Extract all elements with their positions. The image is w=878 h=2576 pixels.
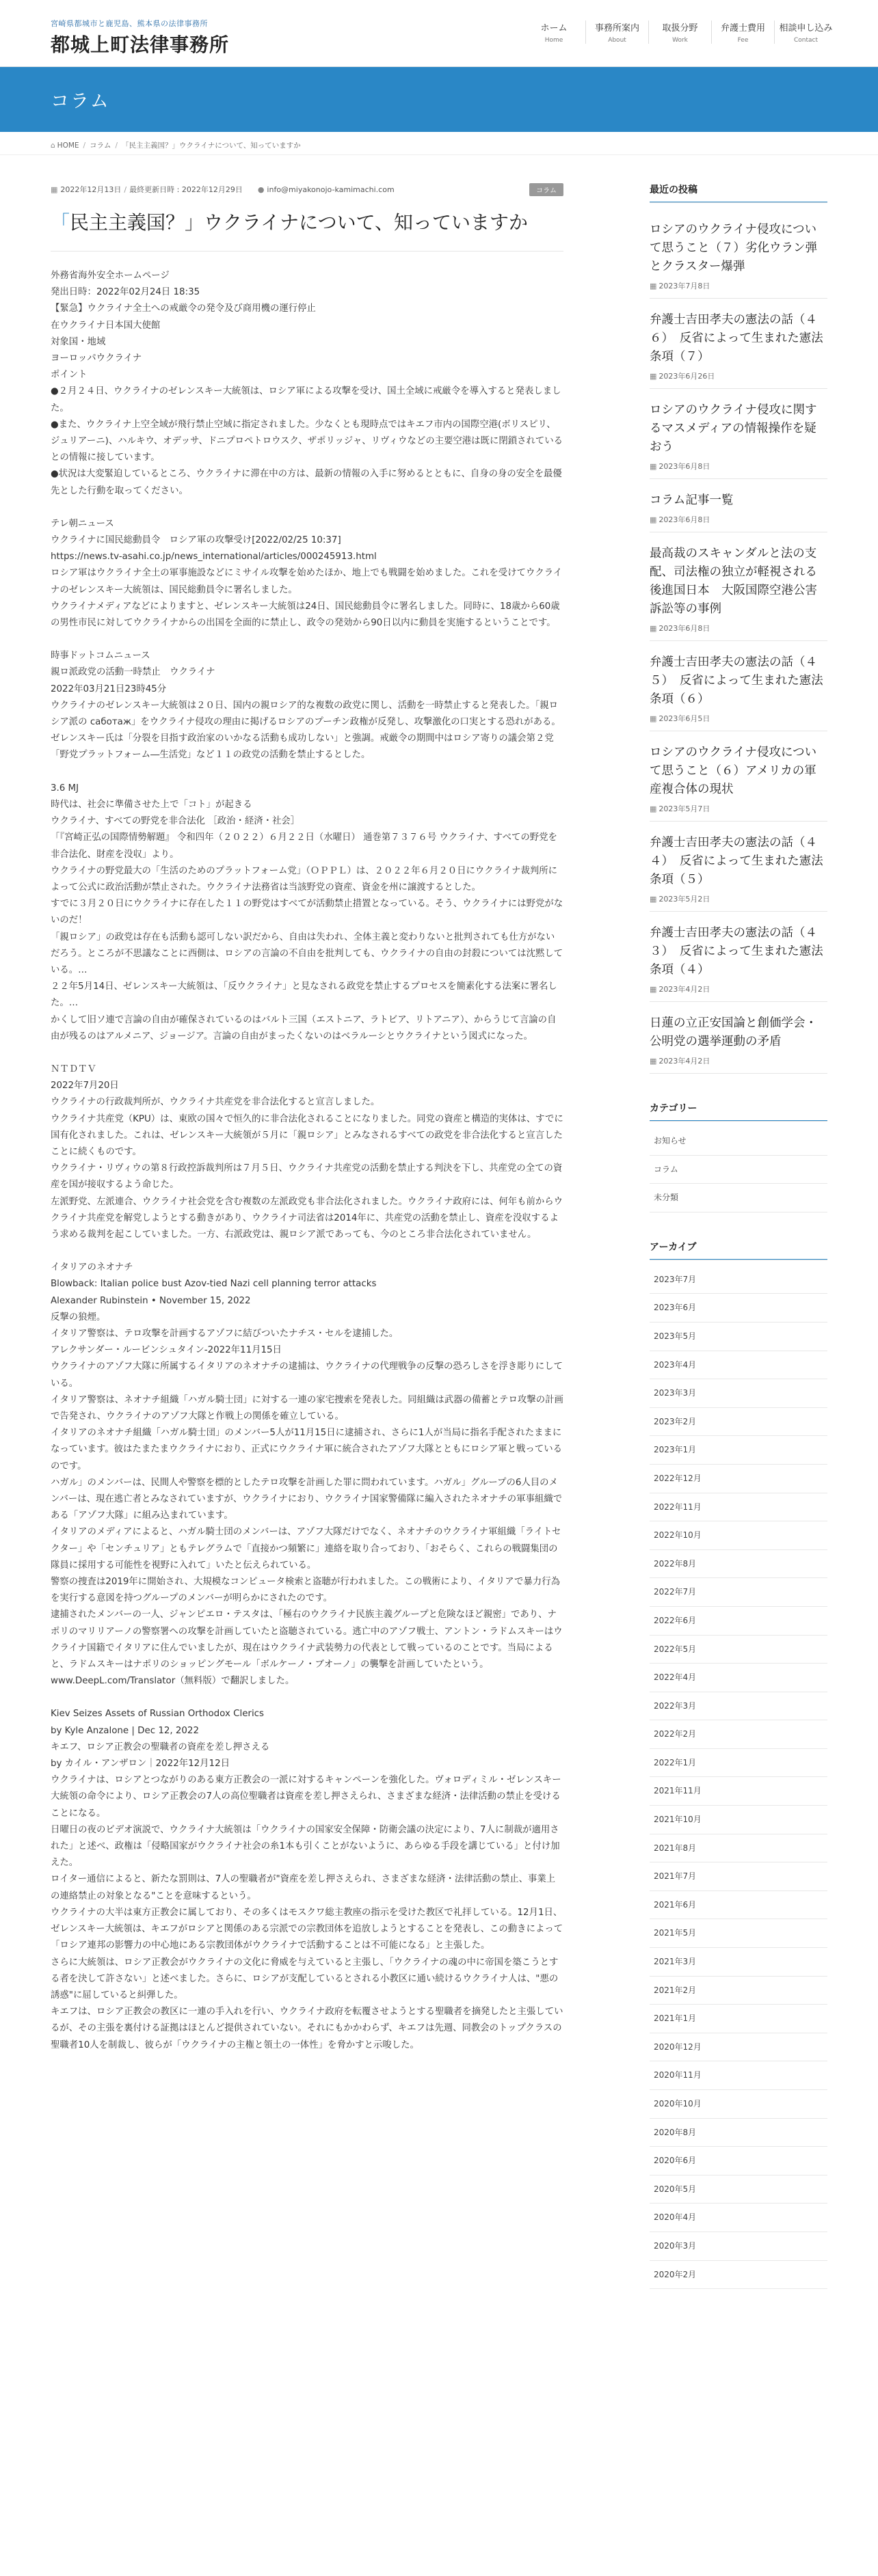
recent-post-title[interactable]: 弁護士吉田孝夫の憲法の話（４５） 反省によって生まれた憲法条項（６）: [650, 655, 823, 706]
category-item[interactable]: お知らせ: [650, 1127, 827, 1156]
content-paragraph: 時代は、社会に準備させた上で「コト」が起きる: [51, 799, 252, 810]
breadcrumb-item[interactable]: HOME: [57, 141, 79, 150]
nav-item-work[interactable]: [648, 21, 711, 44]
archive-item[interactable]: 2021年11月: [650, 1777, 827, 1806]
recent-post-date: 2023年4月2日: [658, 1057, 710, 1066]
calendar-icon: ▦: [650, 624, 657, 633]
nav-item-sublabel: Contact: [793, 37, 818, 44]
content-paragraph: かくして旧ソ連で言論の自由が確保されているのはバルト三国（エストニア、ラトビア、リトアニア）、からうじて言論の自由が残るのはアルメニア、ジョージア。言論の自由がまったくないのはベラルーシとウクライナという図式になった。: [51, 1014, 557, 1042]
content-block: [51, 268, 563, 500]
archive-item[interactable]: 2023年1月: [650, 1436, 827, 1465]
site-name[interactable]: 都城上町法律事務所: [51, 33, 230, 56]
author-name[interactable]: info@miyakonojo-kamimachi.com: [267, 185, 395, 194]
content-paragraph: アレクサンダー・ルービンシュタイン-2022年11月15日: [51, 1345, 282, 1356]
content-paragraph: 逮捕されたメンバーの一人、ジャンピエロ・テスタは、「極右のウクライナ民族主義グループと危険なほど親密」であり、ナポリのマリリアーノの警察署への攻撃を計画していたと盗聴されている。逃亡中のアゾフ戦士、アントン・ラドムスキーはウクライナ国籍でイタリアに住んでいましたが、現在はウクライナ武装勢力の代表として戦っているのことです。当局によると、ラドムスキーはナポリのショッピングモール「ボルケーノ・ブオーノ」の襲撃を計画していたという。: [51, 1610, 563, 1670]
recent-post-date: 2023年6月8日: [658, 515, 710, 524]
content-paragraph: ２２年5月14日、ゼレンスキー大統領は、「反ウクライナ」と見なされる政党を禁止するプロセスを簡素化する法案に署名した。…: [51, 981, 557, 1009]
breadcrumb-separator: /: [83, 141, 86, 150]
content-paragraph: ポイント: [51, 370, 88, 381]
archive-item[interactable]: 2022年7月: [650, 1578, 827, 1607]
archive-item[interactable]: 2022年5月: [650, 1636, 827, 1664]
archive-item[interactable]: 2021年5月: [650, 1919, 827, 1948]
archive-widget: [650, 1240, 827, 2289]
archive-item[interactable]: 2020年4月: [650, 2204, 827, 2232]
archive-item[interactable]: 2023年7月: [650, 1266, 827, 1294]
content-paragraph: ヨーロッパウクライナ: [51, 353, 142, 364]
nav-item-about[interactable]: [585, 21, 648, 44]
archive-item[interactable]: 2022年10月: [650, 1521, 827, 1550]
content-paragraph: キエフ、ロシア正教会の聖職者の資産を差し押さえる: [51, 1741, 270, 1752]
archive-item[interactable]: 2020年2月: [650, 2261, 827, 2290]
content-paragraph: ウクライナは、ロシアとつながりのある東方正教会の一派に対するキャンペーンを強化した。ヴォロディミル・ゼレンスキー大統領の命令により、ロシア正教会の7人の高位聖職者は資産を差し押さえられ、さまざまな経済・法律活動の禁止を受けることになる。: [51, 1775, 561, 1819]
recent-post-item: [650, 912, 827, 1002]
entry-title-text: 民主主義国？」ウクライナについて、知っていますか: [70, 211, 529, 234]
updated-date: 最終更新日時 : 2022年12月29日: [129, 185, 243, 194]
recent-post-date-row: [650, 370, 827, 381]
entry-title: [51, 207, 563, 252]
archive-item[interactable]: 2021年7月: [650, 1862, 827, 1891]
content-paragraph: キエフは、ロシア正教会の教区に一連の手入れを行い、ウクライナ政府を転覆させようとする聖職者を摘発したと主張しているが、その主張を裏付ける証拠はほとんど提供されていない。それにもかかわらず、キエフは先週、同教会のトップクラスの聖職者10人を制裁し、彼らが「ウクライナの主権と領土の一体性」を脅かすと示唆した。: [51, 2007, 563, 2050]
content-paragraph: ウクライナの野党最大の「生活のためのプラットフォーム党」（ＯＰＰＬ）は、２０２２年６月２０日にウクライナ裁判所によって公式に政治活動が禁止された。ウクライナ法務省は当該野党の資産、資金を州に譲渡するとした。: [51, 865, 558, 893]
entry-content: [51, 268, 563, 2054]
breadcrumb-item[interactable]: コラム: [90, 141, 111, 150]
content-block: [51, 648, 563, 763]
recent-post-title[interactable]: 弁護士吉田孝夫の憲法の話（４３） 反省によって生まれた憲法条項（４）: [650, 926, 823, 977]
content-paragraph: ゼレンスキー氏は「分裂を目指す政治家のいかなる活動も成功しない」と強調。戒厳令の期間中はロシア寄りの議会第２党「野党プラットフォーム―生活党」など１１の政党の活動を禁止するとした。: [51, 733, 554, 761]
recent-post-date-row: [650, 893, 827, 904]
nav-item-label: 弁護士費用: [720, 23, 765, 33]
archive-item[interactable]: 2023年2月: [650, 1408, 827, 1437]
content-paragraph: 日曜日の夜のビデオ演説で、ウクライナ大統領は「ウクライナの国家安全保障・防衛会議の決定により、7人に制裁が適用された」と述べ、政権は「侵略国家がウクライナ社会の糸1本も引くことがないように、あらゆる手段を講じている」と付け加えた。: [51, 1824, 560, 1869]
content-paragraph: ウクライナ・リヴィウの第８行政控訴裁判所は７月５日、ウクライナ共産党の活動を禁止する判決を下し、共産党の全ての資産を国が接収するよう命じた。: [51, 1163, 563, 1191]
recent-post-date: 2023年6月26日: [658, 372, 715, 381]
main-content: [51, 182, 563, 2070]
content-block: [51, 516, 563, 632]
content-paragraph: 対象国・地域: [51, 336, 106, 347]
archive-item[interactable]: 2022年12月: [650, 1465, 827, 1493]
site-header: [0, 0, 878, 67]
recent-posts-widget: [650, 182, 827, 1074]
archive-item[interactable]: 2020年11月: [650, 2061, 827, 2090]
recent-post-item: [650, 1002, 827, 1074]
content-paragraph: ＮＴＤＴＶ: [51, 1063, 96, 1074]
recent-post-title[interactable]: コラム記事一覧: [650, 493, 734, 507]
content-paragraph: 警察の捜査は2019年に開始され、大規模なコンピュータ検索と盗聴が行われました。この戦術により、イタリアで暴力行為を実行する意図を持つグループのメンバーが明らかにされたのです。: [51, 1577, 560, 1604]
site-tagline: 宮崎県都城市と鹿児島、熊本県の法律事務所: [51, 19, 208, 28]
recent-post-title[interactable]: ロシアのウクライナ侵攻に関するマスメディアの情報操作を疑おう: [650, 403, 817, 454]
archive-item[interactable]: 2020年6月: [650, 2147, 827, 2175]
page-header: [0, 67, 878, 132]
calendar-icon: ▦: [650, 282, 657, 290]
content-paragraph: 【緊急】ウクライナ全土への戒厳令の発令及び商用機の運行停止: [51, 303, 316, 314]
calendar-icon: ▦: [650, 515, 657, 524]
nav-item-label: 事務所案内: [594, 23, 639, 33]
archive-item[interactable]: 2021年3月: [650, 1948, 827, 1977]
recent-post-title[interactable]: 最高裁のスキャンダルと法の支配、司法権の独立が軽視される後進国日本 大阪国際空港公害訴訟等の事例: [650, 547, 817, 616]
calendar-icon: ▦: [650, 895, 657, 904]
recent-post-date: 2023年4月2日: [658, 985, 710, 994]
sidebar: [650, 182, 827, 2316]
global-nav: [522, 21, 837, 44]
content-block: [51, 1061, 563, 1243]
recent-post-date-row: [650, 514, 827, 525]
recent-posts-heading: 最近の投稿: [650, 182, 827, 203]
recent-post-date-row: [650, 1055, 827, 1066]
content-paragraph: Kiev Seizes Assets of Russian Orthodox Clerics: [51, 1709, 264, 1720]
calendar-icon: ▦: [650, 804, 657, 813]
content-paragraph: by カイル・アンザロン｜2022年12月12日: [51, 1759, 230, 1770]
content-paragraph: さらに大統領は、ロシア正教会がウクライナの文化に脅威を与えていると主張し、「ウクライナの魂の中に帝国を築こうとする者を決して許さない」と述べました。さらに、ロシアが支配しているとされる小教区に通い続けるウクライナ人は、"悪の誘惑"に屈していると糾弾した。: [51, 1957, 559, 2001]
content-paragraph: 在ウクライナ日本国大使館: [51, 320, 161, 331]
recent-post-date: 2023年5月7日: [658, 804, 710, 813]
content-paragraph: Alexander Rubinstein • November 15, 2022: [51, 1295, 251, 1306]
content-paragraph: by Kyle Anzalone | Dec 12, 2022: [51, 1725, 199, 1736]
calendar-icon: ▦: [650, 714, 657, 723]
recent-post-date: 2023年6月8日: [658, 624, 710, 633]
recent-post-date: 2023年7月8日: [658, 282, 710, 290]
archive-item[interactable]: 2021年2月: [650, 1977, 827, 2005]
archive-item[interactable]: 2020年5月: [650, 2175, 827, 2204]
recent-post-item: [650, 731, 827, 822]
nav-item-label: 取扱分野: [662, 23, 698, 33]
archive-item[interactable]: 2023年6月: [650, 1294, 827, 1323]
archive-item[interactable]: 2023年4月: [650, 1351, 827, 1380]
recent-post-date: 2023年5月2日: [658, 895, 710, 904]
archive-item[interactable]: 2022年8月: [650, 1550, 827, 1579]
content-block: [51, 1260, 563, 1690]
nav-item-sublabel: About: [608, 37, 626, 44]
content-paragraph: イタリア警察は、テロ攻撃を計画するアゾフに結びついたナチス・セルを逮捕した。: [51, 1328, 399, 1339]
entry-title-accent: 「: [51, 211, 70, 234]
breadcrumb: [0, 132, 878, 155]
content-paragraph: 2022年03月21日23時45分: [51, 683, 167, 694]
breadcrumb-item: 「民主主義国？」ウクライナについて、知っていますか: [122, 141, 301, 150]
archive-item[interactable]: 2020年10月: [650, 2090, 827, 2119]
recent-post-item: [650, 299, 827, 389]
breadcrumb-separator: /: [115, 141, 118, 150]
archive-item[interactable]: 2020年3月: [650, 2232, 827, 2261]
archive-item[interactable]: 2022年6月: [650, 1607, 827, 1636]
calendar-icon: ▦: [650, 985, 657, 994]
archive-item[interactable]: 2023年5月: [650, 1323, 827, 1351]
archive-item[interactable]: 2021年10月: [650, 1806, 827, 1834]
recent-post-item: [650, 208, 827, 299]
content-paragraph: ハガル」のメンバーは、民間人や警察を標的としたテロ攻撃を計画した罪に問われています。ハガル」グループの6人目のメンバーは、現在逃亡者とみなされていますが、ウクライナにおり、ウクライナ国家警備隊に編入されたネオナチの軍事組織である「アゾフ大隊」に組み込まれています。: [51, 1477, 563, 1521]
archive-heading: アーカイブ: [650, 1240, 827, 1260]
recent-post-date-row: [650, 623, 827, 634]
recent-post-title[interactable]: 弁護士吉田孝夫の憲法の話（４６） 反省によって生まれた憲法条項（７）: [650, 313, 823, 364]
content-paragraph: ●２月２４日、ウクライナのゼレンスキー大統領は、ロシア軍による攻撃を受け、国土全域に戒厳令を導入すると発表しました。: [51, 386, 561, 413]
content-paragraph: イタリアのメディアによると、ハガル騎士団のメンバーは、アゾフ大隊だけでなく、ネオナチのウクライナ軍組織「ライトセクター」や「センチュリア」ともテレグラムで「直接かつ頻繁に」連絡を取り合っており、「おそらく、これらの戦闘集団の隊員に採用する可能性を視野に入れて」いたと伝えられている。: [51, 1527, 561, 1571]
entry-meta: ▦ 2022年12月13日 / 最終更新日時 : 2022年12月29日 ● info@miyakonojo-kamimachi.com コラム: [51, 182, 563, 196]
archive-item[interactable]: 2022年1月: [650, 1749, 827, 1778]
archive-item[interactable]: 2022年4月: [650, 1664, 827, 1692]
calendar-icon: ▦: [650, 462, 657, 471]
archive-list: [650, 1266, 827, 2289]
content-paragraph: 外務省海外安全ホームページ: [51, 271, 170, 281]
recent-post-title[interactable]: ロシアのウクライナ侵攻について思うこと（６）アメリカの軍産複合体の現状: [650, 746, 817, 796]
recent-post-date: 2023年6月5日: [658, 714, 710, 723]
content-block: [51, 781, 563, 1045]
category-badge[interactable]: コラム: [529, 183, 563, 196]
archive-item[interactable]: 2020年8月: [650, 2119, 827, 2147]
content-paragraph: 親ロ派政党の活動一時禁止 ウクライナ: [51, 667, 215, 678]
content-paragraph: ロイター通信によると、新たな罰則は、7人の聖職者が"資産を差し押さえられ、さまざまな経済・法律活動の禁止、事業上の連絡禁止の対象となる"ことを意味するという。: [51, 1874, 556, 1901]
archive-item[interactable]: 2022年2月: [650, 1720, 827, 1749]
recent-post-item: [650, 389, 827, 479]
user-icon: ●: [257, 185, 265, 194]
content-paragraph: Blowback: Italian police bust Azov-tied Nazi cell planning terror attacks: [51, 1279, 377, 1290]
nav-item-fee[interactable]: [711, 21, 774, 44]
recent-post-item: [650, 822, 827, 912]
content-paragraph: www.DeepL.com/Translator（無料版）で翻訳しました。: [51, 1676, 295, 1687]
category-item[interactable]: 未分類: [650, 1184, 827, 1212]
recent-post-date-row: [650, 461, 827, 472]
nav-item-label: 相談申し込み: [779, 23, 833, 33]
recent-post-item: [650, 532, 827, 641]
recent-post-title[interactable]: 弁護士吉田孝夫の憲法の話（４４） 反省によって生まれた憲法条項（５）: [650, 836, 823, 886]
content-paragraph: ウクライナ共産党（KPU）は、東欧の国々で恒久的に非合法化されることになりました。同党の資産と構造的実体は、すでに国有化されました。これは、ゼレンスキー大統領が５月に「親ロシア」とみなされるすべての政党を非合法化すると宣言したことに続くものです。: [51, 1113, 563, 1157]
content-paragraph: 2022年7月20日: [51, 1081, 119, 1092]
content-paragraph: ウクライナのゼレンスキー大統領は２０日、国内の親ロシア的な複数の政党に関し、活動を一時禁止すると発表した。「親ロシア派の саботаж」をウクライナ侵攻の理由に掲げるロシアのプーチン政権が反発し、攻撃激化の口実とする恐れがある。: [51, 700, 561, 728]
content-paragraph: ウクライナの行政裁判所が、ウクライナ共産党を非合法化すると宣言しました。: [51, 1097, 380, 1108]
calendar-icon: ▦: [51, 185, 58, 194]
archive-item[interactable]: 2021年1月: [650, 2005, 827, 2033]
nav-item-sublabel: Work: [672, 37, 688, 44]
content-paragraph: 左派野党、左派連合、ウクライナ社会党を含む複数の左派政党も非合法化されました。ウクライナ政府には、何年も前からウクライナ共産党を解党しようとする動きがあり、ウクライナ司法省は2014年に、共産党の活動を禁止し、資産を没収するよう求める裁判を起こしていました。一方、右派政党は、親ロシア派であっても、今のところ非合法化されていません。: [51, 1196, 563, 1240]
content-paragraph: ●また、ウクライナ上空全域が飛行禁止空域に指定されました。少なくとも現時点ではキエフ市内の国際空港(ボリスピリ、ジュリアーニ)、ハルキウ、オデッサ、ドニプロペトロウスク、ザポリッジャ、リヴィウなどの主要空港は既に閉鎖されているとの情報に接しています。: [51, 419, 563, 463]
nav-item-contact[interactable]: [774, 21, 837, 44]
content-paragraph: すでに３月２０日にウクライナに存在した１１の野党はすべてが活動禁止措置となっている。そう、ウクライナには野党がないのだ！: [51, 899, 563, 926]
archive-item[interactable]: 2022年11月: [650, 1493, 827, 1522]
archive-item[interactable]: 2020年12月: [650, 2033, 827, 2062]
content-paragraph: 時事ドットコムニュース: [51, 651, 150, 662]
category-heading: カテゴリー: [650, 1101, 827, 1122]
content-paragraph: ウクライナメディアなどによりますと、ゼレンスキー大統領は24日、国民総動員令に署名しました。同時に、18歳から60歳の男性市民に対してウクライナからの出国を全面的に禁止し、政令の発効から90日以内に動員を実施するということです。: [51, 601, 560, 629]
published-date: 2022年12月13日: [60, 185, 122, 194]
archive-item[interactable]: 2023年3月: [650, 1379, 827, 1408]
recent-post-item: [650, 479, 827, 532]
content-paragraph: 「親ロシア」の政党は存在も活動も認可しない訳だから、自由は失われ、全体主義と変わりないと批判されても仕方がないだろう。ところが不思議なことに西側は、ロシアの言論の不自由を批判しても、ウクライナの自由の封殺については沈黙している。…: [51, 932, 563, 975]
site-brand[interactable]: [51, 18, 229, 57]
content-paragraph: ロシア軍はウクライナ全土の軍事施設などにミサイル攻撃を始めたほか、地上でも戦闘を始めました。これを受けてウクライナのゼレンスキー大統領は、国民総動員令に署名しました。: [51, 568, 563, 595]
home-icon: ⌂: [51, 141, 55, 150]
recent-post-date: 2023年6月8日: [658, 462, 710, 471]
calendar-icon: ▦: [650, 1057, 657, 1066]
content-paragraph: ウクライナに国民総動員令 ロシア軍の攻撃受け[2022/02/25 10:37]: [51, 535, 341, 546]
nav-item-home[interactable]: [522, 21, 585, 44]
content-paragraph: イタリアのネオナチ: [51, 1262, 133, 1273]
nav-item-label: ホーム: [540, 23, 568, 33]
content-paragraph: 「『宮崎正弘の国際情勢解題』 令和四年（２０２２）６月２２日（水曜日） 通巻第７３７６号 ウクライナ、すべての野党を非合法化、財産を没収」より。: [51, 832, 557, 860]
archive-item[interactable]: 2022年3月: [650, 1692, 827, 1721]
content-paragraph: ●状況は大変緊迫しているところ、ウクライナに滞在中の方は、最新の情報の入手に努めるとともに、自身の身の安全を最優先とした行動を取ってください。: [51, 469, 562, 496]
recent-post-item: [650, 641, 827, 731]
recent-post-date-row: [650, 803, 827, 814]
recent-posts-list: [650, 208, 827, 1074]
content-paragraph: 3.6 MJ: [51, 783, 79, 794]
category-widget: [650, 1101, 827, 1212]
content-link[interactable]: https://news.tv-asahi.co.jp/news_international/articles/000245913.html: [51, 552, 377, 562]
recent-post-title[interactable]: ロシアのウクライナ侵攻について思うこと（７）劣化ウラン弾とクラスター爆弾: [650, 223, 817, 273]
content-paragraph: ウクライナの大半は東方正教会に属しており、その多くはモスクワ総主教座の指示を受けた教区で礼拝している。12月1日、ゼレンスキー大統領は、キエフがロシアと関係のある宗派での宗教団体を追放しようとすることを発表し、この動きによって「ロシア連邦の影響力の中心地にある宗教団体がウクライナで活動することは不可能になる」と主張した。: [51, 1907, 563, 1951]
recent-post-date-row: [650, 713, 827, 724]
content-paragraph: イタリアのネオナチ組織「ハガル騎士団」のメンバー5人が11月15日に逮捕され、さらに1人が当局に指名手配されたままになっています。彼はたまたまウクライナにおり、正式にウクライナ軍に統合されたアゾフ大隊とともにロシア軍と戦っているのです。: [51, 1428, 562, 1472]
content-block: [51, 1706, 563, 2053]
content-paragraph: 反撃の狼煙。: [51, 1312, 106, 1323]
content-paragraph: テレ朝ニュース: [51, 518, 114, 529]
content-paragraph: イタリア警察は、ネオナチ組織「ハガル騎士団」に対する一連の家宅捜索を発表した。同組織は武器の備蓄とテロ攻撃の計画で告発され、ウクライナのアゾフ大隊と作戦上の関係を確立している。: [51, 1394, 563, 1422]
recent-post-title[interactable]: 日蓮の立正安国論と創価学会・公明党の選挙運動の矛盾: [650, 1016, 817, 1048]
category-item[interactable]: コラム: [650, 1156, 827, 1184]
category-list: [650, 1127, 827, 1212]
content-paragraph: 発出日時：2022年02月24日 18:35: [51, 287, 200, 298]
archive-item[interactable]: 2021年8月: [650, 1834, 827, 1863]
recent-post-date-row: [650, 280, 827, 291]
page-header-title: コラム: [51, 91, 110, 112]
content-paragraph: ウクライナのアゾフ大隊に所属するイタリアのネオナチの逮捕は、ウクライナの代理戦争の反撃の恐ろしさを浮き彫りにしている。: [51, 1361, 563, 1389]
archive-item[interactable]: 2021年6月: [650, 1891, 827, 1920]
nav-item-sublabel: Home: [544, 37, 563, 44]
nav-item-sublabel: Fee: [737, 37, 749, 44]
calendar-icon: ▦: [650, 372, 657, 381]
recent-post-date-row: [650, 984, 827, 994]
content-paragraph: ウクライナ、すべての野党を非合法化 ［政治・経済・社会］: [51, 816, 300, 827]
